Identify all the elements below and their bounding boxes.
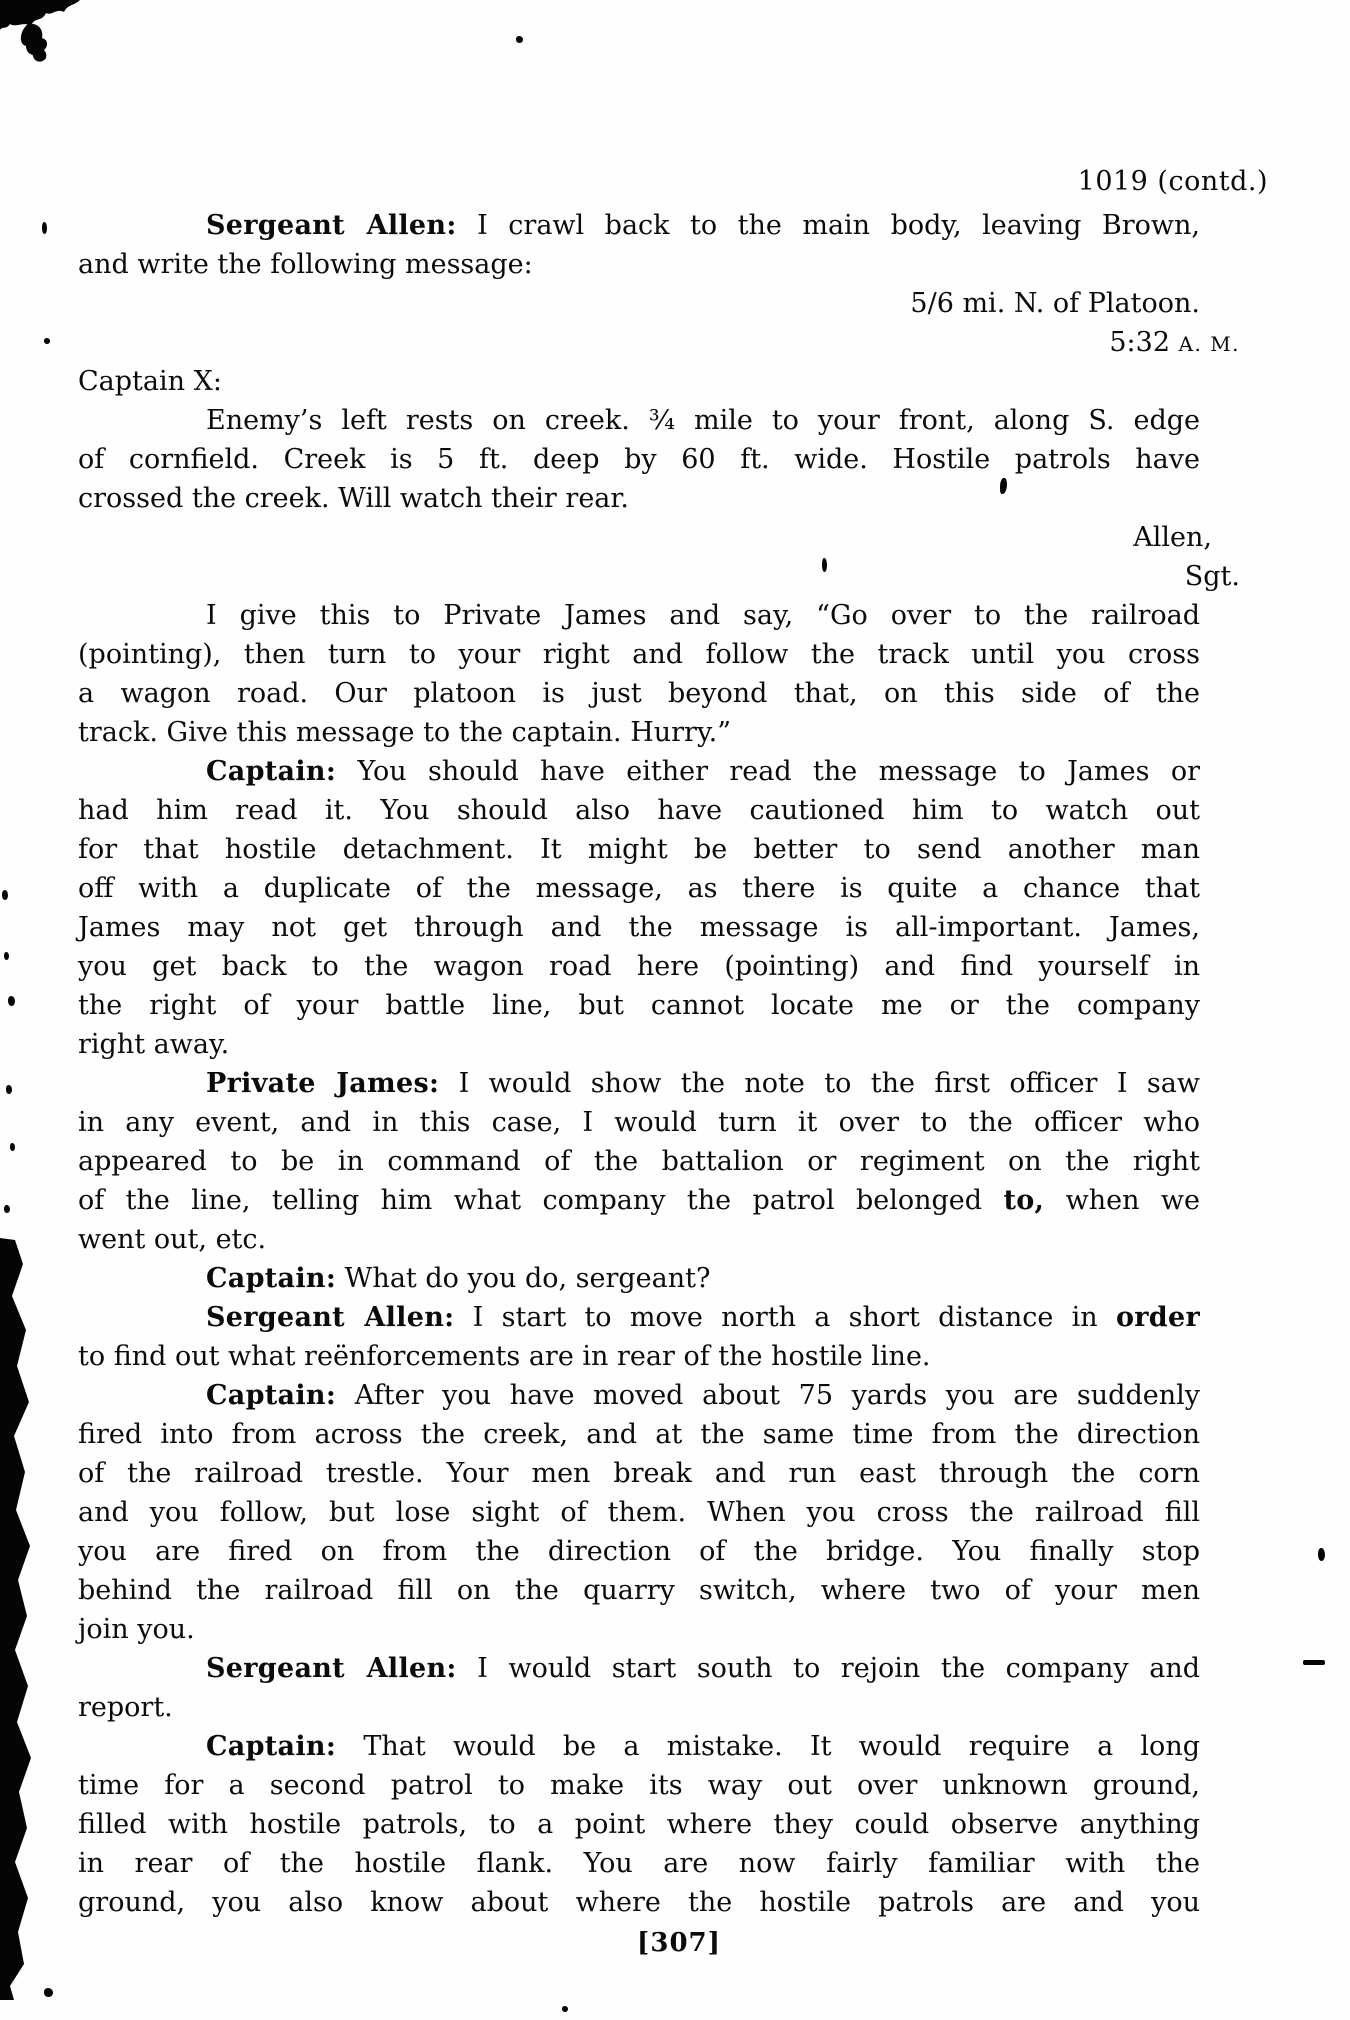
text-line <box>78 323 1240 362</box>
text-segment: You should have either read the message to James or <box>336 756 1200 787</box>
text-segment: right away. <box>78 1029 230 1060</box>
text-line <box>78 401 1200 440</box>
text-segment: and you follow, but lose sight of them. When you cross the railroad fill <box>78 1497 1200 1528</box>
document-lines <box>78 206 1240 1922</box>
text-segment: in any event, and in this case, I would turn it over to the officer who <box>78 1107 1200 1138</box>
text-segment: A. M. <box>1178 332 1240 356</box>
text-line <box>78 1532 1200 1571</box>
text-segment: to find out what reënforcements are in rear of the hostile line. <box>78 1341 931 1372</box>
text-line <box>78 1649 1200 1688</box>
text-segment: appeared to be in command of the battalion or regiment on the right <box>78 1146 1200 1177</box>
text-segment: After you have moved about 75 yards you are suddenly <box>336 1380 1200 1411</box>
text-segment: Enemy’s left rests on creek. ¾ mile to your front, along S. edge <box>206 405 1200 436</box>
text-line <box>78 518 1212 557</box>
text-line <box>78 206 1200 245</box>
speaker-label: Captain: <box>206 1731 337 1762</box>
text-line <box>78 1181 1200 1220</box>
ink-speck <box>10 1143 15 1151</box>
text-segment: off with a duplicate of the message, as there is quite a chance that <box>78 873 1200 904</box>
text-segment: What do you do, sergeant? <box>336 1263 711 1294</box>
speaker-label: to, <box>1003 1185 1045 1216</box>
text-line <box>78 986 1200 1025</box>
text-segment: a wagon road. Our platoon is just beyond that, on this side of the <box>78 678 1200 709</box>
text-line <box>78 1454 1200 1493</box>
text-line <box>78 284 1200 323</box>
text-segment: filled with hostile patrols, to a point where they could observe anything <box>78 1809 1200 1840</box>
text-line <box>78 1103 1200 1142</box>
text-line <box>78 908 1200 947</box>
text-line <box>78 947 1200 986</box>
text-line <box>78 1727 1200 1766</box>
text-segment: crossed the creek. Will watch their rear. <box>78 483 629 514</box>
text-line <box>78 1493 1200 1532</box>
text-segment: you get back to the wagon road here (pointing) and find yourself in <box>78 951 1200 982</box>
ink-blob-top-left-icon <box>0 0 95 75</box>
page-header-number: 1019 (contd.) <box>1077 166 1268 197</box>
text-segment: That would be a mistake. It would require a long <box>336 1731 1200 1762</box>
ink-speck <box>1303 1660 1325 1665</box>
text-line <box>78 557 1240 596</box>
text-segment: behind the railroad fill on the quarry switch, where two of your men <box>78 1575 1200 1606</box>
text-segment: of cornfield. Creek is 5 ft. deep by 60 ft. wide. Hostile patrols have <box>78 444 1200 475</box>
ink-speck <box>562 2006 568 2012</box>
text-segment: (pointing), then turn to your right and follow the track until you cross <box>78 639 1200 670</box>
text-segment: James may not get through and the message is all-important. James, <box>78 912 1200 943</box>
text-segment: and write the following message: <box>78 249 533 280</box>
text-segment: for that hostile detachment. It might be better to send another man <box>78 834 1200 865</box>
text-segment: I crawl back to the main body, leaving Brown, <box>456 210 1201 241</box>
text-segment: time for a second patrol to make its way out over unknown ground, <box>78 1770 1200 1801</box>
text-line <box>78 752 1200 791</box>
text-line <box>78 1376 1200 1415</box>
ink-speck <box>8 996 15 1006</box>
text-segment: ground, you also know about where the hostile patrols are and you <box>78 1887 1200 1918</box>
text-segment: I would start south to rejoin the company and <box>456 1653 1200 1684</box>
text-line <box>78 635 1200 674</box>
speaker-label: Sergeant Allen: <box>206 210 457 241</box>
text-segment: track. Give this message to the captain. Hurry.” <box>78 717 731 748</box>
speaker-label: order <box>1115 1302 1200 1333</box>
ink-speck <box>4 1205 10 1213</box>
text-segment: went out, etc. <box>78 1224 267 1255</box>
ink-speck <box>2 890 8 900</box>
ink-speck <box>44 338 50 344</box>
ink-speck <box>42 222 47 234</box>
text-segment: 5:32 <box>1109 327 1179 358</box>
text-segment: you are fired on from the direction of the bridge. You finally stop <box>78 1536 1200 1567</box>
text-segment: when we <box>1044 1185 1200 1216</box>
text-segment: I give this to Private James and say, “Go over to the railroad <box>206 600 1200 631</box>
text-line <box>78 713 1200 752</box>
text-line <box>78 1064 1200 1103</box>
text-line <box>78 440 1200 479</box>
text-segment: of the line, telling him what company the patrol belonged <box>78 1185 1004 1216</box>
text-segment: report. <box>78 1692 173 1723</box>
text-line <box>78 1766 1200 1805</box>
text-segment: 5/6 mi. N. of Platoon. <box>910 288 1200 319</box>
text-line <box>78 674 1200 713</box>
text-segment: I start to move north a short distance in <box>454 1302 1116 1333</box>
text-line <box>78 1688 1200 1727</box>
text-line <box>78 869 1200 908</box>
speaker-label: Captain: <box>206 756 337 787</box>
text-line <box>78 1298 1200 1337</box>
text-line <box>78 1142 1200 1181</box>
text-segment: the right of your battle line, but cannot locate me or the company <box>78 990 1200 1021</box>
speaker-label: Captain: <box>206 1263 337 1294</box>
ink-speck <box>6 1085 12 1094</box>
text-segment: join you. <box>78 1614 195 1645</box>
text-line <box>78 1337 1200 1376</box>
text-segment: Sgt. <box>1184 561 1240 592</box>
speaker-label: Private James: <box>206 1068 440 1099</box>
text-line <box>78 596 1200 635</box>
text-segment: in rear of the hostile flank. You are now fairly familiar with the <box>78 1848 1200 1879</box>
text-line <box>78 479 1200 518</box>
text-line <box>78 1415 1200 1454</box>
text-line <box>78 1883 1200 1922</box>
page-number-footer: [307] <box>637 1928 721 1958</box>
ink-speck <box>44 1988 53 1997</box>
ink-speck <box>516 36 523 43</box>
speaker-label: Sergeant Allen: <box>206 1302 455 1333</box>
text-line <box>78 1259 1200 1298</box>
speaker-label: Captain: <box>206 1380 337 1411</box>
scan-edge-strip-left <box>0 1238 42 2000</box>
text-line <box>78 1610 1200 1649</box>
text-segment: had him read it. You should also have cautioned him to watch out <box>78 795 1200 826</box>
text-line <box>78 362 1200 401</box>
ink-speck <box>1318 1548 1325 1561</box>
text-line <box>78 1220 1200 1259</box>
text-line <box>78 791 1200 830</box>
text-line <box>78 1844 1200 1883</box>
text-line <box>78 1571 1200 1610</box>
speaker-label: Sergeant Allen: <box>206 1653 457 1684</box>
text-line <box>78 1805 1200 1844</box>
text-segment: fired into from across the creek, and at the same time from the direction <box>78 1419 1200 1450</box>
text-segment: of the railroad trestle. Your men break and run east through the corn <box>78 1458 1200 1489</box>
text-segment: Captain X: <box>78 366 222 397</box>
text-segment: Allen, <box>1133 522 1212 553</box>
ink-speck <box>4 952 9 960</box>
text-line <box>78 1025 1200 1064</box>
text-segment: I would show the note to the first officer I saw <box>439 1068 1200 1099</box>
text-line <box>78 245 1200 284</box>
text-line <box>78 830 1200 869</box>
